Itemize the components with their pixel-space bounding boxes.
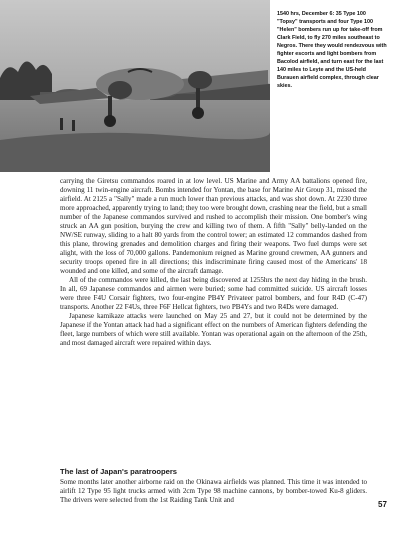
transport-aircraft-illustration <box>0 0 270 172</box>
paragraph: All of the commandos were killed, the last being discovered at 1255hrs the next day hiding in the brush. In all, 69 Japanese commandos and airmen were buried; some had committed suicide. US aircraft losses were three F4U Corsair fighters, two four-engine PB4Y Privateer patrol bombers, and four R4D (C-47) transports. Another 22 F4Us, three F6F Hellcat fighters, two PB4Ys and two R4Ds were damaged. <box>60 276 367 311</box>
article-body-continued <box>60 478 367 505</box>
page-number: 57 <box>378 500 387 509</box>
photo-caption: 1540 hrs, December 6: 35 Type 100 "Topsy" transports and four Type 100 "Helen" bombers run up for take-off from Clark Field, to fly 270 miles southeast to Negros. There they would rendezvous with fighter escorts and light bombers from Bacolod airfield, and turn east for the last 140 miles to Leyte and the US-held Burauen airfield complex, through clear skies. <box>277 11 387 89</box>
paragraph: carrying the Giretsu commandos roared in at low level. US Marine and Army AA battalions opened fire, downing 11 twin-engine aircraft. Bombs intended for Yontan, the base for Marine Air Group 31, missed the airfield. At 2125 a "Sally" made a run much lower than previous attacks, and was shot down. At 2230 three more approached, apparently trying to land; they too were brought down, crashing near the field, but a small number of the Japanese commandos survived and rushed to accomplish their mission. One bomber's wing struck an AA gun position, burying the crew and killing two of them. A fifth "Sally" belly-landed on the NW/SE runway, sliding to a halt 80 yards from the control tower; an estimated 12 commandos dashed from this plane, throwing grenades and demolition charges and firing their weapons. Two fuel dumps were set alight, with the loss of 70,000 gallons. Pandemonium reigned as Marine ground crewmen, AA gunners and security troops opened fire in all directions; this indiscriminate firing caused most of the Americans' 18 wounded and one killed, and some of the aircraft damage. <box>60 177 367 275</box>
paragraph: Some months later another airborne raid on the Okinawa airfields was planned. This time it was intended to airlift 12 Type 95 light trucks armed with 2cm Type 98 machine cannons, by bomber-towed Ku-8 gliders. The drivers were selected from the 1st Raiding Tank Unit and <box>60 478 367 504</box>
airfield-photo <box>0 0 270 172</box>
paragraph: Japanese kamikaze attacks were launched on May 25 and 27, but it could not be determined by the Japanese if the Yontan attack had had a significant effect on the numbers of American fighters defending the fleet, large numbers of which were still available. Yontan was operational again on the afternoon of the 25th, and most damaged aircraft were repaired within days. <box>60 312 367 347</box>
section-heading: The last of Japan's paratroopers <box>60 467 178 476</box>
article-body <box>60 177 367 348</box>
